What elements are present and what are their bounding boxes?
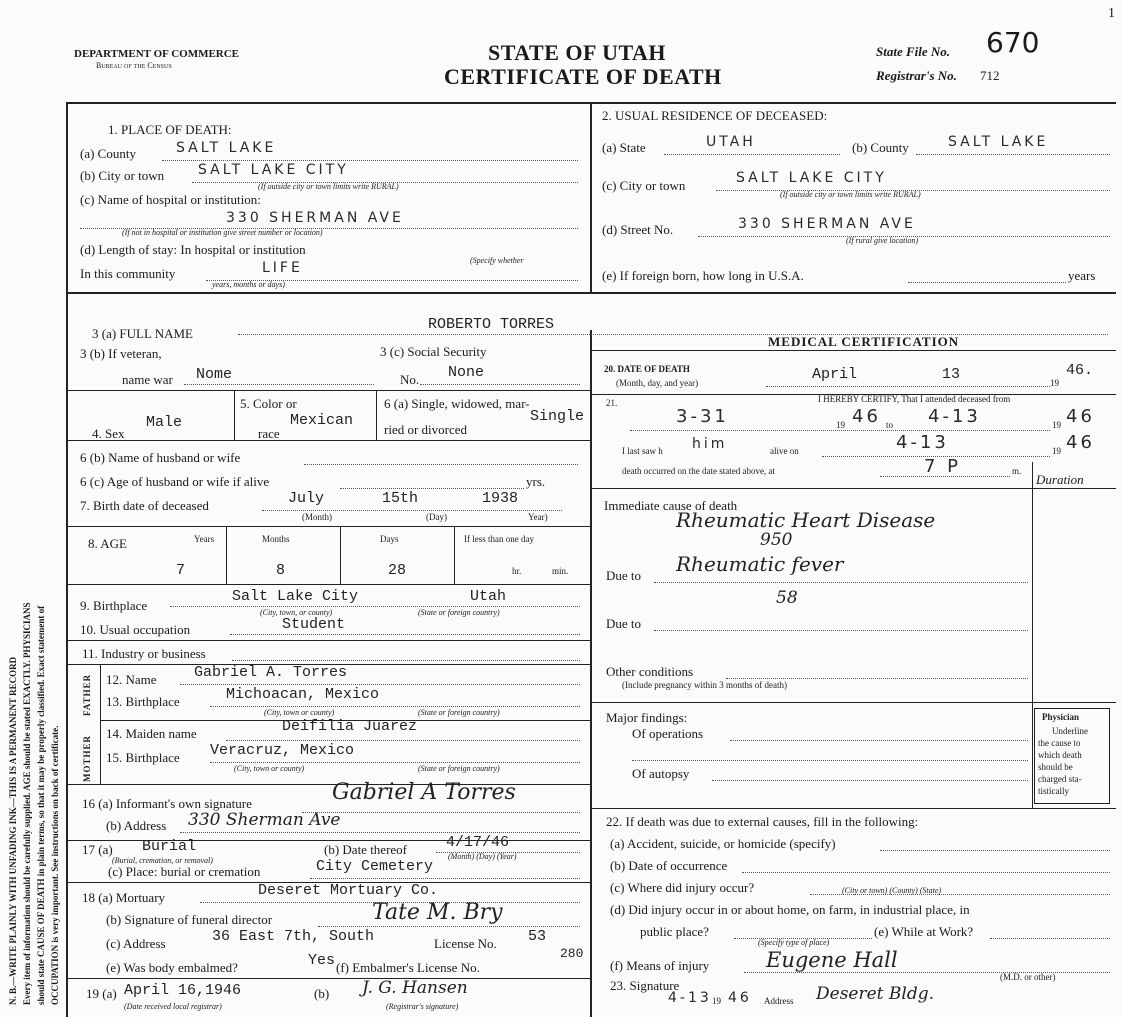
res-county-label: (b) County [852, 140, 909, 155]
margin-instructions-1: Every item of information should be carefully supplied. AGE should be stated EXACTLY. PHYSICIANS [22, 602, 32, 1005]
alive-year-prefix: 19 [1052, 446, 1061, 456]
sex: Male [146, 414, 183, 431]
res-county: SALT LAKE [948, 134, 1049, 150]
physician-box-title: Physician [1042, 712, 1080, 722]
signature-year: 46 [728, 990, 752, 1006]
age-years-label: Years [194, 534, 215, 544]
mother-name: Deifilia Juarez [282, 718, 418, 735]
registrar-signature: J. G. Hansen [362, 978, 468, 998]
license-label: License No. [434, 936, 497, 951]
alive-date: 4-13 [896, 432, 949, 453]
age-months: 8 [276, 562, 286, 579]
informant-address: 330 Sherman Ave [188, 810, 341, 830]
war: Nome [196, 366, 233, 383]
death-city: SALT LAKE CITY [198, 162, 349, 178]
birthplace-note-state: (State or foreign country) [418, 608, 500, 617]
corner-mark: 1 [1108, 6, 1115, 21]
race-label: race [258, 426, 280, 441]
license-no: 53 [528, 928, 547, 945]
marital-label-2: ried or divorced [384, 422, 468, 437]
external-f: (f) Means of injury [610, 958, 710, 973]
physician-box-line: tistically [1038, 786, 1069, 796]
margin-instructions-2: should state CAUSE OF DEATH in plain terms, so that it may be properly classified. Exact statement of [36, 605, 46, 1005]
external-d2: public place? [640, 924, 709, 939]
death-month: April [812, 366, 858, 383]
certificate-title: CERTIFICATE OF DEATH [444, 64, 722, 89]
ss-no: None [448, 364, 485, 381]
mother-name-label: 14. Maiden name [106, 726, 197, 741]
burial-place: City Cemetery [316, 858, 434, 875]
registrar-date-note: (Date received local registrar) [124, 1002, 222, 1011]
mortuary-address: 36 East 7th, South [212, 928, 375, 945]
registrar-b-label: (b) [314, 986, 330, 1001]
father-tag: FATHER [82, 673, 92, 716]
birthplace-note-city: (City, town, or county) [260, 608, 333, 617]
occupation: Student [282, 616, 346, 633]
mortuary-address-label: (c) Address [106, 936, 166, 951]
res-street: 330 SHERMAN AVE [738, 216, 916, 232]
external-c-note: (City or town) (County) (State) [842, 886, 942, 895]
cause-code-1: 950 [760, 530, 793, 550]
residence-heading: 2. USUAL RESIDENCE OF DECEASED: [602, 108, 828, 123]
birth-day: 15th [382, 490, 419, 507]
autopsy-label: Of autopsy [632, 766, 690, 781]
stay-label: (d) Length of stay: In hospital or institution [80, 242, 306, 257]
father-bp-note-state: (State or foreign country) [418, 708, 500, 717]
veteran-label: 3 (b) If veteran, [80, 346, 162, 361]
hospital: 330 SHERMAN AVE [226, 210, 404, 226]
physician-box-line: which death [1038, 750, 1082, 760]
death-city-label: (b) City or town [80, 168, 165, 183]
res-city-label: (c) City or town [602, 178, 686, 193]
spouse-label: 6 (b) Name of husband or wife [80, 450, 241, 465]
age-days-label: Days [380, 534, 399, 544]
marital-label: 6 (a) Single, widowed, mar- [384, 396, 530, 411]
burial-method-note: (Burial, cremation, or removal) [112, 856, 213, 865]
from-year-prefix: 19 [836, 420, 845, 430]
other-conditions-note: (Include pregnancy within 3 months of death) [622, 680, 787, 690]
community-label: In this community [80, 266, 176, 281]
race: Mexican [290, 412, 354, 429]
other-conditions-label: Other conditions [606, 664, 694, 679]
due-to-label-1: Due to [606, 568, 642, 583]
mother-bp: Veracruz, Mexico [210, 742, 355, 759]
color-label: 5. Color or [240, 396, 297, 411]
mother-tag: MOTHER [82, 734, 92, 782]
death-county-label: (a) County [80, 146, 136, 161]
operations-label: Of operations [632, 726, 704, 741]
marital: Single [530, 408, 585, 425]
place-of-death-heading: 1. PLACE OF DEATH: [108, 122, 232, 137]
duration-label: Duration [1036, 472, 1084, 487]
community-note: years, months or days) [212, 280, 285, 289]
industry-label: 11. Industry or business [82, 646, 206, 661]
external-heading: 22. If death was due to external causes, fill in the following: [606, 814, 919, 829]
due-to-1: Rheumatic fever [676, 552, 844, 576]
age-hr: hr. [512, 566, 522, 576]
physician-signature: Eugene Hall [766, 948, 898, 972]
burial-date-label: (b) Date thereof [324, 842, 408, 857]
external-c: (c) Where did injury occur? [610, 880, 755, 895]
ss-no-label: No. [400, 372, 420, 387]
physician-box-line: Underline [1052, 726, 1088, 736]
ss-label: 3 (c) Social Security [380, 344, 487, 359]
hospital-note: (If not in hospital or institution give street number or location) [122, 228, 323, 237]
community: LIFE [262, 260, 303, 276]
external-e: (e) While at Work? [874, 924, 974, 939]
mortuary-label: 18 (a) Mortuary [82, 890, 166, 905]
department-label: DEPARTMENT OF COMMERCE [74, 48, 240, 60]
specify-note: (Specify whether [470, 256, 524, 265]
director-signature: Tate M. Bry [372, 900, 503, 925]
last-saw: him [692, 436, 728, 452]
registrar-no-label: Registrar's No. [876, 68, 957, 83]
informant-address-label: (b) Address [106, 818, 167, 833]
occupation-label: 10. Usual occupation [80, 622, 191, 637]
birth-year: 1938 [482, 490, 519, 507]
death-date-label: 20. DATE OF DEATH [604, 364, 690, 374]
file-no-label: State File No. [876, 44, 951, 59]
age-label: 8. AGE [88, 536, 127, 551]
res-state: UTAH [706, 134, 756, 150]
death-day: 13 [942, 366, 961, 383]
res-state-label: (a) State [602, 140, 646, 155]
embalmer-no: 280 [560, 946, 584, 961]
age-lt-day-label: If less than one day [464, 534, 534, 544]
attended-to-label: to [886, 420, 894, 430]
foreign-years: years [1068, 268, 1096, 283]
birthplace-state: Utah [470, 588, 507, 605]
occurred-label: death occurred on the date stated above, at [622, 466, 775, 476]
spouse-age-label: 6 (c) Age of husband or wife if alive [80, 474, 270, 489]
signature-address: Deseret Bldg. [816, 984, 934, 1004]
margin-warning: N. B.—WRITE PLAINLY WITH UNFADING INK—THIS IS A PERMANENT RECORD [8, 656, 18, 1005]
physician-box-line: should be [1038, 762, 1073, 772]
registrar-no: 712 [980, 68, 1000, 83]
birth-label: 7. Birth date of deceased [80, 498, 209, 513]
full-name-label: 3 (a) FULL NAME [92, 326, 193, 341]
signature-label: 23. Signature [610, 978, 680, 993]
death-year: 46. [1066, 362, 1094, 379]
embalmed-label: (e) Was body embalmed? [106, 960, 238, 975]
to-year-prefix: 19 [1052, 420, 1061, 430]
burial-method: Burial [142, 838, 197, 855]
physician-box-line: charged sta- [1038, 774, 1082, 784]
burial-date: 4/17/46 [446, 834, 510, 851]
last-saw-label: I last saw h [622, 446, 663, 456]
burial-label: 17 (a) [82, 842, 113, 857]
physician-box-line: the cause to [1038, 738, 1081, 748]
signature-address-label: Address [764, 996, 794, 1006]
death-year-prefix: 19 [1050, 378, 1059, 388]
birth-month-note: (Month) [302, 512, 332, 522]
age-years: 7 [176, 562, 186, 579]
informant-sig-label: 16 (a) Informant's own signature [82, 796, 252, 811]
embalmed: Yes [308, 952, 336, 969]
cert-21-label: 21. [606, 398, 618, 408]
external-b: (b) Date of occurrence [610, 858, 728, 873]
father-bp-note-city: (City, town or county) [264, 708, 335, 717]
state-title: STATE OF UTAH [488, 40, 667, 65]
registrar-date: April 16,1946 [124, 982, 242, 999]
due-to-label-2: Due to [606, 616, 642, 631]
external-d-note: (Specify type of place) [758, 938, 830, 947]
death-city-note: (If outside city or town limits write RURAL) [258, 182, 399, 191]
death-date-note: (Month, day, and year) [616, 378, 699, 388]
attended-to-year: 46 [1066, 406, 1095, 427]
full-name: ROBERTO TORRES [428, 316, 555, 333]
birth-year-note: Year) [528, 512, 548, 522]
signature-date: 4-13 [668, 990, 712, 1006]
signature-note: (M.D. or other) [1000, 972, 1056, 982]
father-bp-label: 13. Birthplace [106, 694, 180, 709]
cause-code-2: 58 [776, 588, 798, 608]
major-findings-label: Major findings: [606, 710, 688, 725]
mother-bp-label: 15. Birthplace [106, 750, 180, 765]
director-label: (b) Signature of funeral director [106, 912, 273, 927]
father-name-label: 12. Name [106, 672, 157, 687]
res-street-note: (If rural give location) [846, 236, 919, 245]
res-street-label: (d) Street No. [602, 222, 674, 237]
mortuary-name: Deseret Mortuary Co. [258, 882, 439, 899]
signature-year-prefix: 19 [712, 996, 721, 1006]
birthplace-label: 9. Birthplace [80, 598, 148, 613]
certify-text: I HEREBY CERTIFY, That I attended deceased from [818, 394, 1011, 404]
sex-label: 4. Sex [92, 426, 125, 441]
attended-to-date: 4-13 [928, 406, 981, 427]
embalmer-label: (f) Embalmer's License No. [336, 960, 480, 975]
death-time: 7 P [924, 456, 962, 477]
attended-from-date: 3-31 [676, 406, 729, 427]
age-days: 28 [388, 562, 407, 579]
father-name: Gabriel A. Torres [194, 664, 348, 681]
birthplace-city: Salt Lake City [232, 588, 359, 605]
spouse-yrs: yrs. [526, 474, 546, 489]
alive-label: alive on [770, 446, 799, 456]
bureau-label: Bureau of the Census [96, 61, 172, 70]
immediate-cause: Rheumatic Heart Disease [676, 508, 936, 532]
death-county: SALT LAKE [176, 140, 277, 156]
informant-signature: Gabriel A Torres [332, 780, 516, 805]
res-city-note: (If outside city or town limits write RURAL) [780, 190, 921, 199]
mother-bp-note-city: (City, town or county) [234, 764, 305, 773]
external-a: (a) Accident, suicide, or homicide (specify) [610, 836, 836, 851]
attended-from-year: 46 [852, 406, 881, 427]
registrar-label: 19 (a) [86, 986, 117, 1001]
death-time-m: m. [1012, 466, 1022, 476]
foreign-label: (e) If foreign born, how long in U.S.A. [602, 268, 804, 283]
birth-day-note: (Day) [426, 512, 447, 522]
immediate-cause-label: Immediate cause of death [604, 498, 738, 513]
age-months-label: Months [262, 534, 290, 544]
file-no: 670 [986, 26, 1040, 59]
res-city: SALT LAKE CITY [736, 170, 887, 186]
registrar-sig-note: (Registrar's signature) [386, 1002, 459, 1011]
birth-month: July [288, 490, 325, 507]
mother-bp-note-state: (State or foreign country) [418, 764, 500, 773]
age-min: min. [552, 566, 569, 576]
margin-instructions-3: OCCUPATION is very important. See instructions on back of certificate. [50, 725, 60, 1005]
hospital-label: (c) Name of hospital or institution: [80, 192, 261, 207]
father-bp: Michoacan, Mexico [226, 686, 380, 703]
war-label: name war [122, 372, 173, 387]
external-d: (d) Did injury occur in or about home, on farm, in industrial place, in [610, 902, 970, 917]
burial-date-note: (Month) (Day) (Year) [448, 852, 517, 861]
alive-year: 46 [1066, 432, 1095, 453]
medical-heading: MEDICAL CERTIFICATION [768, 334, 960, 349]
burial-place-label: (c) Place: burial or cremation [108, 864, 261, 879]
